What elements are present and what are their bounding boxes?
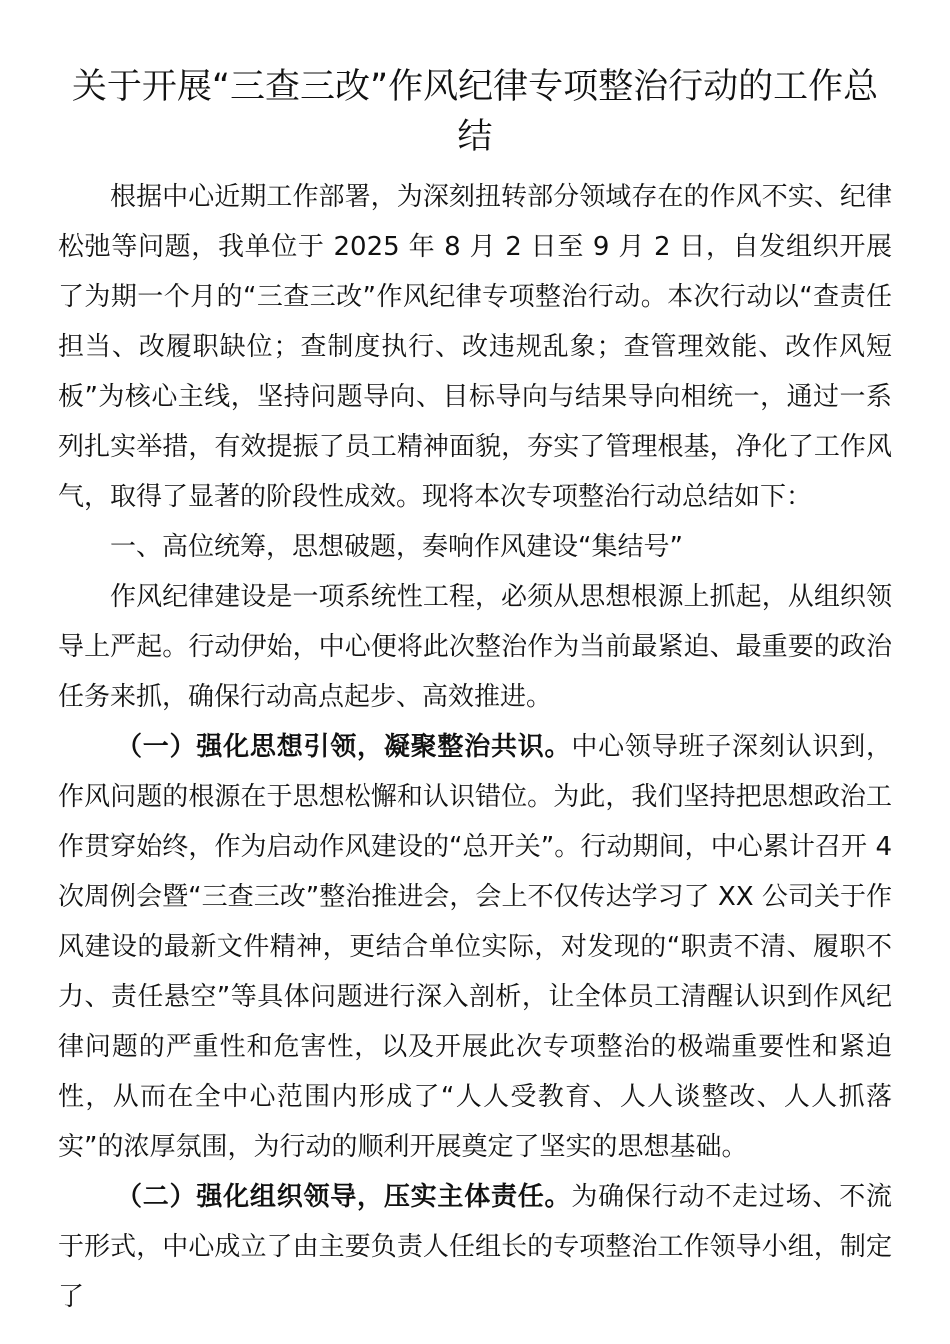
subsection-1-paragraph — [58, 722, 892, 1172]
subsection-2-body: 为确保行动不走过场、不流于形式，中心成立了由主要负责人任组长的专项整治工作领导小组，制定了 — [58, 1182, 892, 1312]
subsection-1-body: 中心领导班子深刻认识到，作风问题的根源在于思想松懈和认识错位。为此，我们坚持把思想政治工作贯穿始终，作为启动作风建设的“总开关”。行动期间，中心累计召开 4 次周例会暨“三查三改”整治推进会，会上不仅传达学习了 XX 公司关于作风建设的最新文件精神，更结合单位实际，对发现的“职责不清、履职不力、责任悬空”等具体问题进行深入剖析，让全体员工清醒认识到作风纪律问题的严重性和危害性，以及开展此次专项整治的极端重要性和紧迫性，从而在全中心范围内形成了“人人受教育、人人谈整改、人人抓落实”的浓厚氛围，为行动的顺利开展奠定了坚实的思想基础。 — [58, 732, 892, 1162]
section-1-heading: 一、高位统筹，思想破题，奏响作风建设“集结号” — [110, 532, 683, 562]
subsection-2-lead: （二）强化组织领导，压实主体责任。 — [116, 1182, 572, 1212]
intro-paragraph: 根据中心近期工作部署，为深刻扭转部分领域存在的作风不实、纪律松弛等问题，我单位于 2025 年 8 月 2 日至 9 月 2 日，自发组织开展了为期一个月的“三查三改”作风纪律专项整治行动。本次行动以“查责任担当、改履职缺位；查制度执行、改违规乱象；查管理效能、改作风短板”为核心主线，坚持问题导向、目标导向与结果导向相统一，通过一系列扎实举措，有效提振了员工精神面貌，夯实了管理根基，净化了工作风气，取得了显著的阶段性成效。现将本次专项整治行动总结如下： — [58, 182, 892, 512]
subsection-2-paragraph — [58, 1172, 892, 1322]
document-title: 关于开展“三查三改”作风纪律专项整治行动的工作总结 — [71, 67, 879, 157]
document-page — [58, 62, 892, 1322]
section-1-paragraph: 作风纪律建设是一项系统性工程，必须从思想根源上抓起，从组织领导上严起。行动伊始，中心便将此次整治作为当前最紧迫、最重要的政治任务来抓，确保行动高点起步、高效推进。 — [58, 582, 892, 712]
subsection-1-lead: （一）强化思想引领，凝聚整治共识。 — [116, 732, 572, 762]
